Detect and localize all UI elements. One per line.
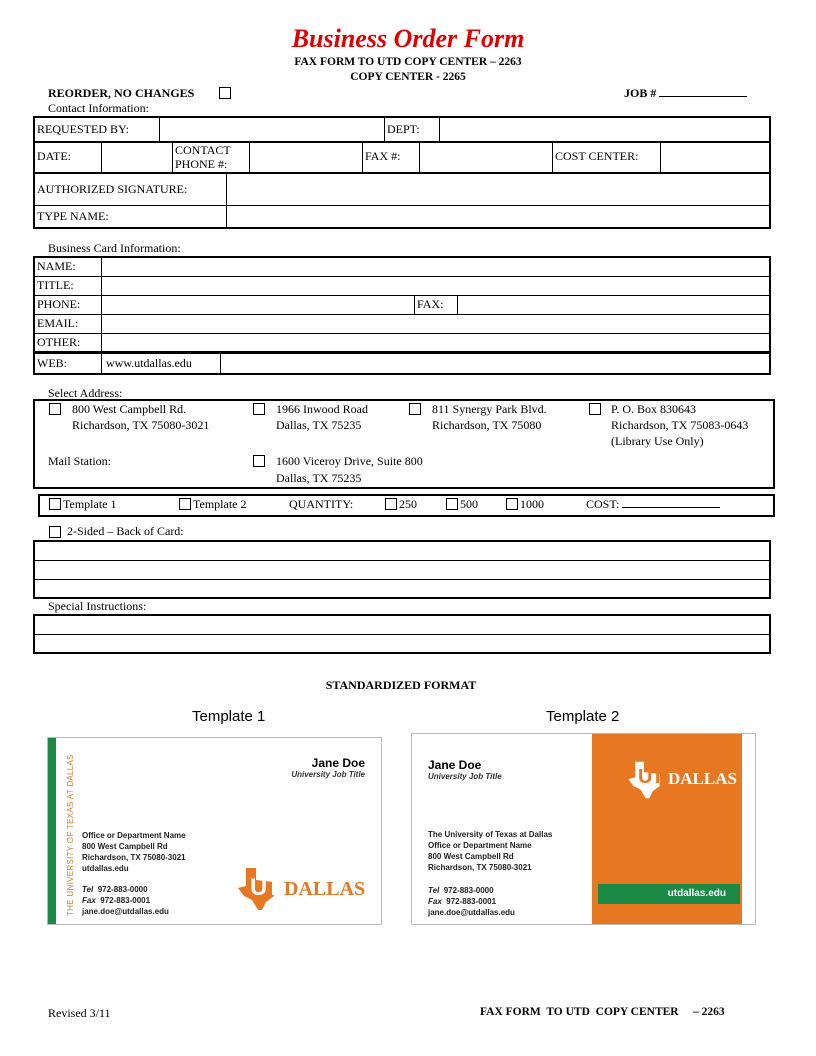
logo-ut-text: UT [250, 874, 280, 901]
card-info-section-label: Business Card Information: [48, 241, 181, 255]
card1-job-title: University Job Title [291, 770, 365, 779]
template-1-label: Template 1 [63, 497, 117, 511]
card1-address-block: Office or Department Name 800 West Campbell Rd Richardson, TX 75080-3021 utdallas.edu [82, 831, 186, 873]
vertical-university-name: THE UNIVERSITY OF TEXAS AT DALLAS [66, 754, 75, 916]
address-section-label: Select Address: [48, 386, 123, 400]
contact-phone-field[interactable] [250, 142, 363, 173]
authorized-signature-field[interactable] [227, 173, 771, 206]
name-label: NAME: [34, 257, 102, 276]
two-sided-label: 2-Sided – Back of Card: [67, 524, 184, 538]
template-1-checkbox[interactable] [49, 498, 61, 510]
fax-label: FAX #: [363, 142, 420, 173]
template-2-checkbox[interactable] [179, 498, 191, 510]
phone-label: PHONE: [34, 295, 102, 314]
green-stripe [48, 738, 56, 924]
template-2-heading: Template 2 [546, 708, 620, 725]
utd-logo-white [626, 760, 746, 800]
card2-address-block: The University of Texas at Dallas Office or Department Name 800 West Campbell Rd Richardson, TX 75080-3021 [428, 830, 553, 872]
requested-by-field[interactable] [160, 117, 385, 142]
web-extra-field[interactable] [221, 354, 771, 374]
contact-section-label: Contact Information: [48, 101, 149, 115]
cost-center-label: COST CENTER: [553, 142, 661, 173]
web-label: WEB: [34, 354, 102, 374]
job-number-label: JOB # [624, 86, 747, 101]
special-line-1[interactable] [34, 615, 770, 634]
email-label: EMAIL: [34, 314, 102, 333]
authorized-signature-label: AUTHORIZED SIGNATURE: [34, 173, 227, 206]
contact-table-row2 [33, 141, 771, 174]
special-line-2[interactable] [34, 634, 770, 653]
green-web-bar [598, 884, 740, 904]
card-fax-label: FAX: [415, 295, 458, 314]
footer-fax-line: FAX FORM TO UTD COPY CENTER – 2263 [480, 1006, 725, 1018]
back-line-3[interactable] [34, 579, 770, 598]
type-name-field[interactable] [227, 206, 771, 228]
contact-phone-label: CONTACT PHONE #: [173, 142, 250, 173]
quantity-500-label: 500 [460, 497, 478, 511]
phone-field[interactable] [102, 295, 415, 314]
address-4-checkbox[interactable] [589, 403, 601, 415]
title-field[interactable] [102, 276, 771, 295]
web-value[interactable]: www.utdallas.edu [102, 354, 221, 374]
quantity-500-checkbox[interactable] [446, 498, 458, 510]
revised-date: Revised 3/11 [48, 1006, 111, 1020]
card-info-web-row [33, 353, 771, 375]
address-2-checkbox[interactable] [253, 403, 265, 415]
dept-field[interactable] [440, 117, 771, 142]
title-label: TITLE: [34, 276, 102, 295]
quantity-250-label: 250 [399, 497, 417, 511]
cost-center-field[interactable] [661, 142, 771, 173]
requested-by-label: REQUESTED BY: [34, 117, 160, 142]
other-field[interactable] [102, 333, 771, 352]
quantity-label: QUANTITY: [289, 497, 354, 511]
address-3-checkbox[interactable] [409, 403, 421, 415]
special-instructions-label: Special Instructions: [48, 599, 147, 613]
contact-table-row3 [33, 172, 771, 229]
date-field[interactable] [102, 142, 173, 173]
job-number-field[interactable] [659, 96, 747, 97]
utd-logo [236, 866, 366, 912]
template-1-card [47, 737, 382, 925]
cost-field[interactable] [622, 507, 720, 508]
standardized-heading: STANDARDIZED FORMAT [325, 678, 477, 692]
card1-name: Jane Doe [311, 756, 365, 770]
address-4: P. O. Box 830643 Richardson, TX 75083-0643 (Library Use Only) [611, 402, 749, 448]
quantity-1000-label: 1000 [520, 497, 544, 511]
email-field[interactable] [102, 314, 771, 333]
quantity-1000-checkbox[interactable] [506, 498, 518, 510]
cost-label: COST: [586, 497, 720, 512]
address-1-checkbox[interactable] [49, 403, 61, 415]
back-line-1[interactable] [34, 541, 770, 560]
address-1: 800 West Campbell Rd. Richardson, TX 75080-3021 [72, 402, 210, 432]
back-line-2[interactable] [34, 560, 770, 579]
logo-dallas-text: DALLAS [284, 878, 366, 900]
back-of-card-table [33, 540, 771, 599]
name-field[interactable] [102, 257, 771, 276]
template-2-label: Template 2 [193, 497, 247, 511]
date-label: DATE: [34, 142, 102, 173]
contact-table [33, 116, 771, 143]
card2-web: utdallas.edu [667, 888, 726, 899]
mail-station-label: Mail Station: [48, 454, 111, 468]
card-info-table [33, 256, 771, 353]
form-title: Business Order Form [291, 24, 525, 53]
card2-name: Jane Doe [428, 758, 482, 772]
other-label: OTHER: [34, 333, 102, 352]
address-5: 1600 Viceroy Drive, Suite 800 Dallas, TX 75235 [276, 454, 423, 485]
address-2: 1966 Inwood Road Dallas, TX 75235 [276, 402, 368, 432]
quantity-250-checkbox[interactable] [385, 498, 397, 510]
two-sided-checkbox[interactable] [49, 526, 61, 538]
template-1-heading: Template 1 [192, 708, 266, 725]
card1-contact-block: Tel 972-883-0000 Fax 972-883-0001 jane.doe@utdallas.edu [82, 885, 169, 916]
reorder-label: REORDER, NO CHANGES [48, 86, 195, 100]
card2-contact-block: Tel 972-883-0000 Fax 972-883-0001 jane.doe@utdallas.edu [428, 886, 515, 917]
address-3: 811 Synergy Park Blvd. Richardson, TX 75080 [432, 402, 547, 432]
fax-instruction: FAX FORM TO UTD COPY CENTER – 2263 [294, 56, 522, 68]
fax-field[interactable] [420, 142, 553, 173]
logo-ut-text-2: UT [638, 766, 663, 788]
type-name-label: TYPE NAME: [34, 206, 227, 228]
special-instructions-table [33, 614, 771, 654]
card-fax-field[interactable] [458, 295, 771, 314]
template-2-card [411, 733, 756, 925]
logo-dallas-text-2: DALLAS [668, 769, 737, 788]
card2-job-title: University Job Title [428, 772, 502, 781]
reorder-checkbox[interactable] [219, 87, 231, 99]
address-5-checkbox[interactable] [253, 455, 265, 467]
copy-center-line: COPY CENTER - 2265 [350, 71, 466, 83]
dept-label: DEPT: [385, 117, 440, 142]
